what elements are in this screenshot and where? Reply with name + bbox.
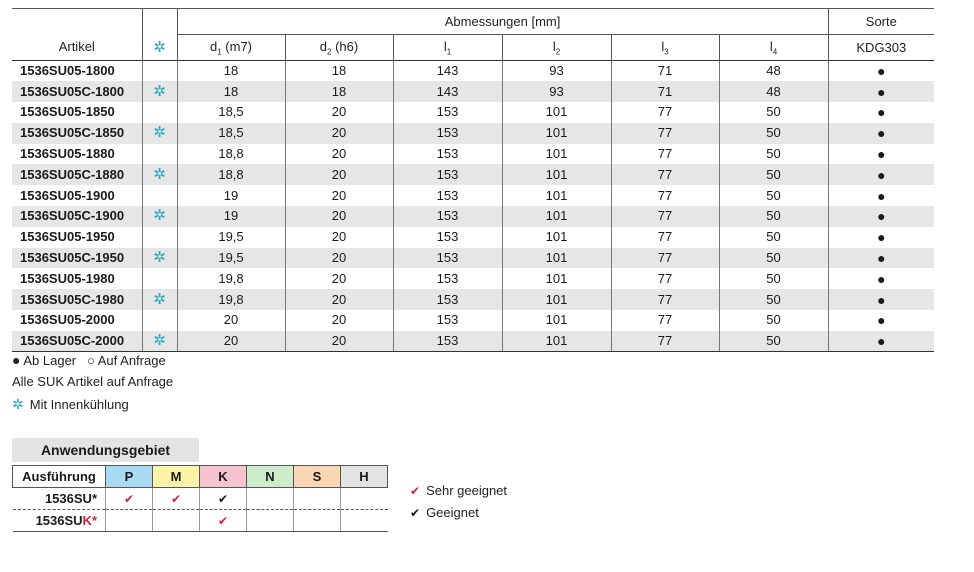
suk-note: Alle SUK Artikel auf Anfrage bbox=[12, 374, 174, 389]
d2-value: 20 bbox=[285, 144, 393, 165]
key-very-suitable: ✔ Sehr geeignet bbox=[410, 483, 508, 498]
article-number: 1536SU05C-1950 bbox=[12, 248, 142, 269]
stock-dot-icon: ● bbox=[828, 227, 934, 248]
d1-value: 18,8 bbox=[177, 164, 285, 185]
grade-header-sorte: Sorte bbox=[828, 9, 934, 35]
d2-value: 20 bbox=[285, 310, 393, 331]
red-check-icon: ✔ bbox=[170, 492, 182, 506]
table-row bbox=[12, 310, 934, 331]
article-number: 1536SU05C-1850 bbox=[12, 123, 142, 144]
stock-label: Ab Lager bbox=[23, 353, 77, 368]
suitability-cell bbox=[294, 488, 341, 510]
stock-dot-icon: ● bbox=[828, 81, 934, 102]
l4-value: 50 bbox=[719, 310, 828, 331]
article-number: 1536SU05C-1800 bbox=[12, 81, 142, 102]
stock-dot-icon: ● bbox=[828, 206, 934, 227]
l4-value: 50 bbox=[719, 227, 828, 248]
table-row bbox=[12, 289, 934, 310]
l1-value: 153 bbox=[393, 206, 502, 227]
l2-value: 93 bbox=[502, 61, 611, 82]
stock-dot-icon: ● bbox=[828, 164, 934, 185]
table-row bbox=[12, 144, 934, 165]
coolant-cell bbox=[142, 102, 177, 123]
d2-value: 20 bbox=[285, 102, 393, 123]
coolant-cell bbox=[142, 227, 177, 248]
article-number: 1536SU05-1800 bbox=[20, 63, 115, 79]
coolant-icon: ✲ bbox=[153, 165, 166, 183]
l3-value: 77 bbox=[611, 102, 719, 123]
l3-value: 71 bbox=[611, 61, 719, 82]
table-row bbox=[12, 227, 934, 248]
l3-value: 77 bbox=[611, 268, 719, 289]
article-number: 1536SU05-2000 bbox=[20, 312, 115, 328]
coolant-cell bbox=[142, 310, 177, 331]
suitability-cell bbox=[247, 488, 294, 510]
l2-value: 101 bbox=[502, 331, 611, 352]
suitability-cell bbox=[106, 510, 153, 532]
l3-value: 77 bbox=[611, 227, 719, 248]
article-number: 1536SU05-1850 bbox=[20, 104, 115, 120]
suitability-cell bbox=[153, 488, 200, 510]
d2-value: 20 bbox=[285, 248, 393, 269]
article-number: 1536SU05C-1880 bbox=[12, 164, 142, 185]
table-row bbox=[12, 81, 934, 102]
stock-dot-icon: ● bbox=[828, 310, 934, 331]
artikel-header: Artikel bbox=[12, 9, 142, 61]
l1-value: 153 bbox=[393, 289, 502, 310]
l3-value: 77 bbox=[611, 123, 719, 144]
l3-value: 77 bbox=[611, 289, 719, 310]
d2-value: 20 bbox=[285, 289, 393, 310]
l2-value: 101 bbox=[502, 268, 611, 289]
request-label: Auf Anfrage bbox=[97, 353, 166, 368]
coolant-icon: ✲ bbox=[153, 39, 166, 56]
l3-value: 77 bbox=[611, 185, 719, 206]
stock-dot-icon: ● bbox=[828, 248, 934, 269]
l2-value: 101 bbox=[502, 144, 611, 165]
coolant-cell bbox=[142, 61, 177, 82]
table-row bbox=[12, 206, 934, 227]
l4-value: 50 bbox=[719, 123, 828, 144]
article-number: 1536SU05C-2000 bbox=[12, 331, 142, 352]
d1-value: 19,5 bbox=[177, 248, 285, 269]
d2-value: 20 bbox=[285, 123, 393, 144]
l1-value: 153 bbox=[393, 185, 502, 206]
table-row bbox=[12, 164, 934, 185]
l2-header: $l_2$ bbox=[502, 35, 611, 61]
l1-value: 153 bbox=[393, 144, 502, 165]
red-check-icon: ✔ bbox=[217, 514, 229, 528]
d1-value: 18,5 bbox=[177, 123, 285, 144]
d1-value: 19 bbox=[177, 206, 285, 227]
l2-value: 101 bbox=[502, 102, 611, 123]
article-table bbox=[12, 8, 934, 352]
suitability-cell bbox=[294, 510, 341, 532]
red-check-icon: ✔ bbox=[410, 484, 421, 498]
stock-dot-icon: ● bbox=[12, 352, 21, 368]
table-row bbox=[12, 123, 934, 144]
l4-value: 48 bbox=[719, 61, 828, 82]
l1-value: 143 bbox=[393, 81, 502, 102]
d1-value: 18,5 bbox=[177, 102, 285, 123]
l2-value: 101 bbox=[502, 164, 611, 185]
coolant-cell bbox=[142, 206, 177, 227]
table-row bbox=[12, 331, 934, 352]
l3-value: 77 bbox=[611, 206, 719, 227]
d2-value: 20 bbox=[285, 331, 393, 352]
d2-value: 18 bbox=[285, 61, 393, 82]
suitability-cell bbox=[247, 510, 294, 532]
l1-value: 143 bbox=[393, 61, 502, 82]
suitability-cell bbox=[341, 488, 388, 510]
l2-value: 101 bbox=[502, 289, 611, 310]
l4-value: 50 bbox=[719, 144, 828, 165]
coolant-cell bbox=[142, 81, 177, 102]
table-row bbox=[12, 268, 934, 289]
l1-value: 153 bbox=[393, 164, 502, 185]
l2-value: 93 bbox=[502, 81, 611, 102]
l1-value: 153 bbox=[393, 310, 502, 331]
article-number: 1536SU05C-1900 bbox=[12, 206, 142, 227]
l4-value: 50 bbox=[719, 248, 828, 269]
d1-value: 20 bbox=[177, 310, 285, 331]
l1-value: 153 bbox=[393, 123, 502, 144]
l4-value: 50 bbox=[719, 102, 828, 123]
material-p-header: P bbox=[106, 466, 153, 488]
black-check-icon: ✔ bbox=[410, 506, 421, 520]
suitability-cell bbox=[106, 488, 153, 510]
l4-header: $l_4$ bbox=[719, 35, 828, 61]
suitability-cell bbox=[153, 510, 200, 532]
l4-value: 50 bbox=[719, 206, 828, 227]
coolant-header bbox=[142, 9, 177, 61]
l3-value: 77 bbox=[611, 164, 719, 185]
table-row bbox=[12, 248, 934, 269]
l4-value: 48 bbox=[719, 81, 828, 102]
l1-value: 153 bbox=[393, 227, 502, 248]
d1-value: 18 bbox=[177, 81, 285, 102]
l4-value: 50 bbox=[719, 164, 828, 185]
material-s-header: S bbox=[294, 466, 341, 488]
table-row bbox=[12, 185, 934, 206]
stock-dot-icon: ● bbox=[828, 102, 934, 123]
l2-value: 101 bbox=[502, 248, 611, 269]
l1-header: $l_1$ bbox=[393, 35, 502, 61]
article-number: 1536SU05-1880 bbox=[20, 146, 115, 162]
l2-value: 101 bbox=[502, 206, 611, 227]
stock-dot-icon: ● bbox=[828, 268, 934, 289]
coolant-icon: ✲ bbox=[153, 249, 166, 267]
l4-value: 50 bbox=[719, 185, 828, 206]
coolant-icon: ✲ bbox=[153, 332, 166, 349]
coolant-icon: ✲ bbox=[153, 124, 166, 142]
material-n-header: N bbox=[247, 466, 294, 488]
d1-value: 19,8 bbox=[177, 268, 285, 289]
coolant-cell bbox=[142, 248, 177, 269]
d1-value: 18,8 bbox=[177, 144, 285, 165]
stock-dot-icon: ● bbox=[828, 123, 934, 144]
l2-value: 101 bbox=[502, 227, 611, 248]
l1-value: 153 bbox=[393, 331, 502, 352]
key-suitable: ✔ Geeignet bbox=[410, 505, 479, 520]
l1-value: 153 bbox=[393, 248, 502, 269]
l3-value: 77 bbox=[611, 331, 719, 352]
execution-label: 1536SU* bbox=[13, 488, 106, 510]
request-circle-icon: ○ bbox=[86, 353, 95, 368]
d1-value: 19 bbox=[177, 185, 285, 206]
article-number: 1536SU05-1900 bbox=[20, 187, 115, 203]
coolant-icon: ✲ bbox=[153, 207, 166, 225]
l3-header: $l_3$ bbox=[611, 35, 719, 61]
d2-value: 20 bbox=[285, 164, 393, 185]
red-check-icon: ✔ bbox=[123, 492, 135, 506]
stock-dot-icon: ● bbox=[828, 289, 934, 310]
d2-value: 20 bbox=[285, 227, 393, 248]
application-title: Anwendungsgebiet bbox=[12, 438, 199, 462]
execution-header: Ausführung bbox=[13, 466, 106, 488]
application-row bbox=[13, 510, 388, 532]
suitability-cell bbox=[200, 488, 247, 510]
d1-value: 19,8 bbox=[177, 289, 285, 310]
application-table bbox=[12, 465, 388, 532]
l3-value: 77 bbox=[611, 144, 719, 165]
d2-header: $d_2$ (h6) bbox=[285, 35, 393, 61]
l2-value: 101 bbox=[502, 310, 611, 331]
stock-dot-icon: ● bbox=[828, 61, 934, 82]
coolant-icon: ✲ bbox=[153, 82, 166, 100]
material-h-header: H bbox=[341, 466, 388, 488]
cooling-legend bbox=[12, 396, 129, 413]
stock-dot-icon: ● bbox=[828, 331, 934, 352]
coolant-cell bbox=[142, 123, 177, 144]
article-number: 1536SU05C-1980 bbox=[12, 289, 142, 310]
d2-value: 20 bbox=[285, 268, 393, 289]
application-row bbox=[13, 488, 388, 510]
l2-value: 101 bbox=[502, 185, 611, 206]
coolant-icon: ✲ bbox=[153, 290, 166, 308]
coolant-cell bbox=[142, 164, 177, 185]
article-number: 1536SU05-1980 bbox=[20, 270, 115, 286]
article-number: 1536SU05-1950 bbox=[20, 229, 115, 245]
stock-dot-icon: ● bbox=[828, 185, 934, 206]
coolant-legend-icon: ✲ bbox=[12, 396, 24, 412]
l3-value: 77 bbox=[611, 310, 719, 331]
dimensions-header: Abmessungen [mm] bbox=[177, 9, 828, 35]
d2-value: 18 bbox=[285, 81, 393, 102]
d1-header: $d_1$ (m7) bbox=[177, 35, 285, 61]
coolant-cell bbox=[142, 289, 177, 310]
coolant-cell bbox=[142, 144, 177, 165]
l3-value: 77 bbox=[611, 248, 719, 269]
coolant-cell bbox=[142, 331, 177, 352]
l1-value: 153 bbox=[393, 268, 502, 289]
table-row bbox=[12, 102, 934, 123]
l3-value: 71 bbox=[611, 81, 719, 102]
black-check-icon: ✔ bbox=[217, 492, 229, 506]
stock-dot-icon: ● bbox=[828, 144, 934, 165]
d1-value: 19,5 bbox=[177, 227, 285, 248]
table-row bbox=[12, 61, 934, 82]
l4-value: 50 bbox=[719, 331, 828, 352]
coolant-cell bbox=[142, 268, 177, 289]
coolant-cell bbox=[142, 185, 177, 206]
suitability-cell bbox=[200, 510, 247, 532]
d2-value: 20 bbox=[285, 206, 393, 227]
suitability-cell bbox=[341, 510, 388, 532]
material-m-header: M bbox=[153, 466, 200, 488]
availability-legend bbox=[12, 352, 166, 368]
cooling-label: Mit Innenkühlung bbox=[29, 397, 129, 412]
grade-header-kdg303: KDG303 bbox=[828, 35, 934, 61]
execution-label: 1536SUK* bbox=[13, 510, 106, 532]
l4-value: 50 bbox=[719, 268, 828, 289]
l4-value: 50 bbox=[719, 289, 828, 310]
l2-value: 101 bbox=[502, 123, 611, 144]
d2-value: 20 bbox=[285, 185, 393, 206]
d1-value: 18 bbox=[177, 61, 285, 82]
material-k-header: K bbox=[200, 466, 247, 488]
l1-value: 153 bbox=[393, 102, 502, 123]
d1-value: 20 bbox=[177, 331, 285, 352]
